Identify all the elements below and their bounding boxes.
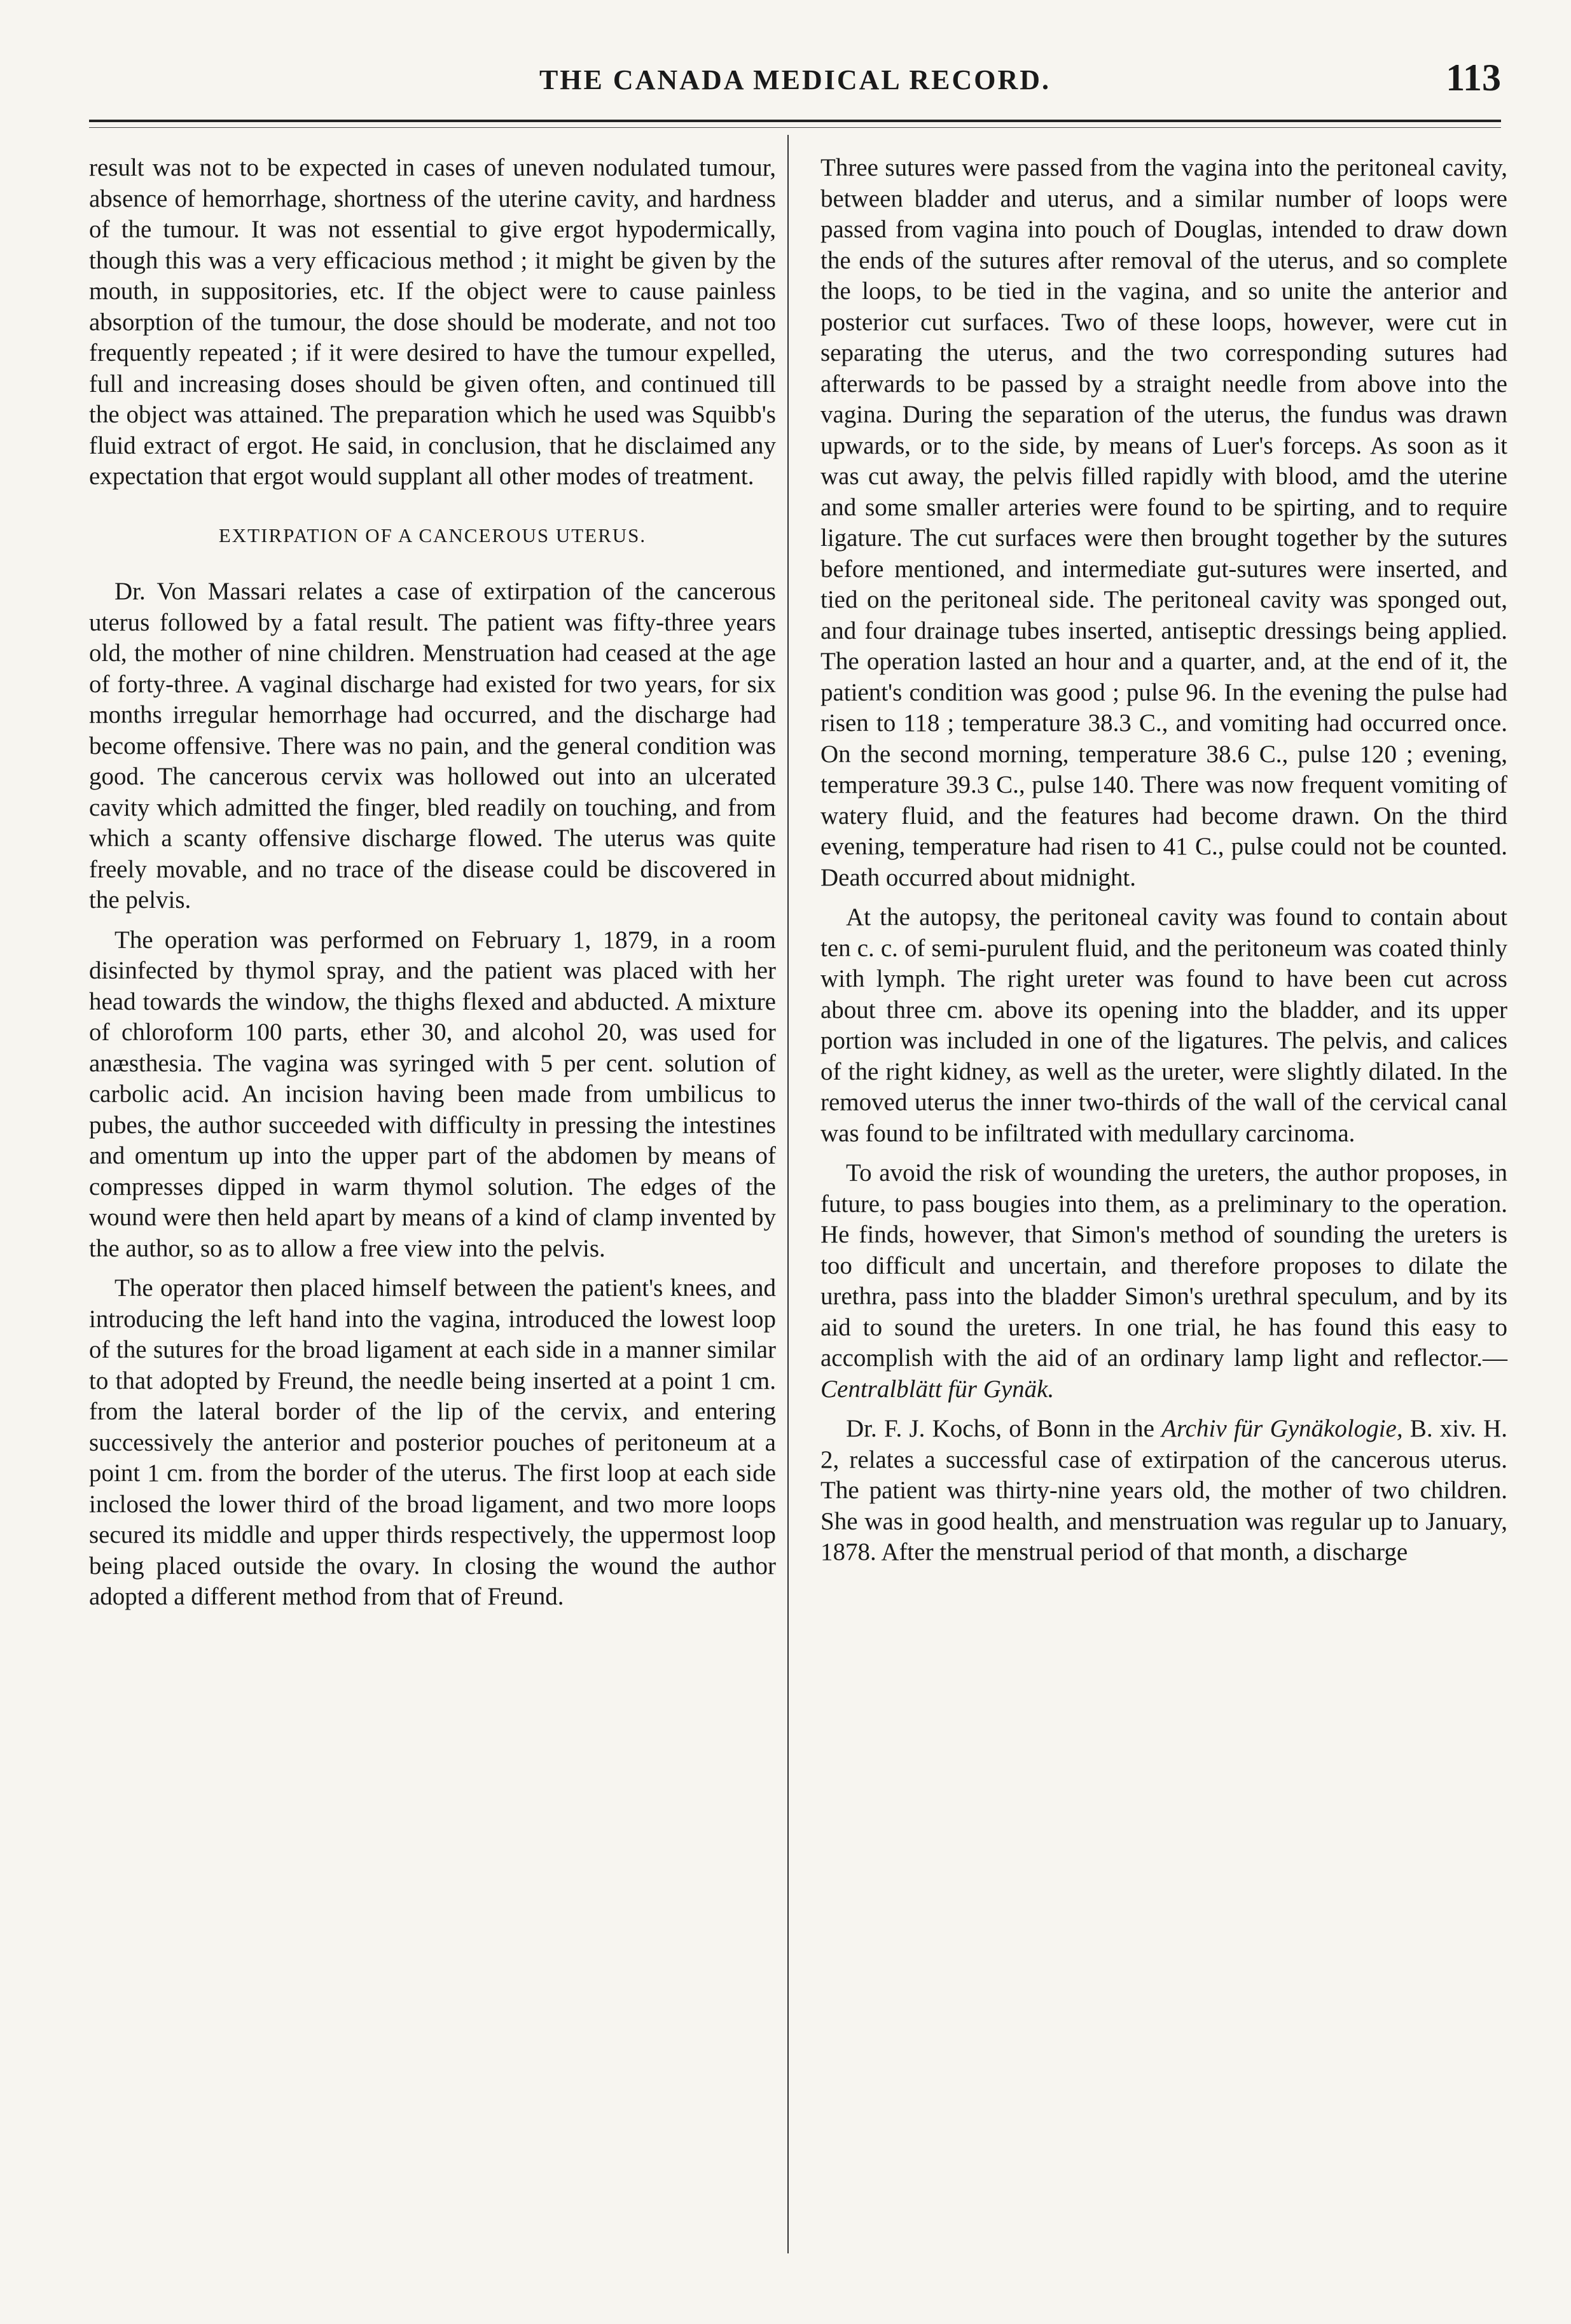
paragraph-autopsy: At the autopsy, the peritoneal cavity was found to contain about ten c. c. of semi-purulent fluid, and the peritoneum was coated thinly with lymph. The right ureter was found to have been cut across about three cm. above its opening into the bladder, and its upper portion was included in one of the ligatures. The pelvis, and calices of the right kidney, as well as the ureter, were slightly dilated. In the removed uterus the inner two-thirds of the wall of the cervical canal was found to be infiltrated with medullary carcinoma.: [820, 903, 1507, 1147]
paragraph-kochs: [820, 1414, 1507, 1568]
running-header: [89, 51, 1501, 108]
paragraph-ergot-conclusion: result was not to be expected in cases of uneven nodulated tumour, absence of hemorrhage, shortness of the uterine cavity, and hardness of the tumour. It was not essential to give ergot hypodermically, though this was a very efficacious method ; it might be given by the mouth, in suppositories, etc. If the object were to cause painless absorption of the tumour, the dose should be moderate, and not too frequently repeated ; if it were desired to have the tumour expelled, full and increasing doses should be given often, and continued till the object was attained. The preparation which he used was Squibb's fluid extract of ergot. He said, in conclusion, that he disclaimed any expectation that ergot would supplant all other modes of treatment.: [89, 154, 776, 490]
journal-title: THE CANADA MEDICAL RECORD.: [539, 64, 1051, 95]
paragraph-sutures: Three sutures were passed from the vagina into the peritoneal cavity, between bladder and uterus, and a similar number of loops were passed from vagina into pouch of Douglas, intended to draw down the ends of the sutures after removal of the uterus, and so complete the loops, to be tied in the vagina, and so unite the anterior and posterior cut surfaces. Two of these loops, however, were cut in separating the uterus, and the two corresponding sutures had afterwards to be passed by a straight needle from above into the vagina. During the separation of the uterus, the fundus was drawn upwards, or to the side, by means of Luer's forceps. As soon as it was cut away, the pelvis filled rapidly with blood, amd the uterine and some smaller arteries were found to be spirting, and to require ligature. The cut surfaces were then brought together by the sutures before mentioned, and intermediate gut-sutures were inserted, and tied on the peritoneal side. The peritoneal cavity was sponged out, and four drainage tubes inserted, antiseptic dressings being applied. The operation lasted an hour and a quarter, and, at the end of it, the patient's condition was good ; pulse 96. In the evening the pulse had risen to 118 ; temperature 38.3 C., and vomiting had occurred once. On the second morning, temperature 38.6 C., pulse 120 ; evening, temperature 39.3 C., pulse 140. There was now frequent vomiting of watery fluid, and the features had become drawn. On the third evening, temperature had risen to 41 C., pulse could not be counted. Death occurred about midnight.: [820, 154, 1507, 891]
header-rule: [89, 120, 1501, 122]
kochs-text-rest: B. xiv. H. 2, relates a successful case of extirpation of the cancerous uterus. The patient was thirty-nine years old, the mother of two children. She was in good health, and menstruation was regular up to January, 1878. After the menstrual period of that month, a discharge: [820, 1415, 1507, 1566]
column-divider: [787, 135, 789, 2253]
kochs-text-start: Dr. F. J. Kochs, of Bonn in the: [846, 1415, 1162, 1442]
citation: Centralblätt für Gynäk.: [820, 1375, 1055, 1403]
left-column: [89, 153, 776, 1622]
header-rule-thin: [89, 127, 1501, 128]
paragraph-operator-loops: The operator then placed himself between the patient's knees, and introducing the left hand into the vagina, introduced the lowest loop of the sutures for the broad ligament at each side in a manner similar to that adopted by Freund, the needle being inserted at a point 1 cm. from the lateral border of the lip of the cervix, and entering successively the anterior and posterior pouches of peritoneum at a point 1 cm. from the border of the uterus. The first loop at each side inclosed the lower third of the broad ligament, and two more loops secured its middle and upper thirds respectively, the uppermost loop being placed outside the ovary. In closing the wound the author adopted a different method from that of Freund.: [89, 1274, 776, 1610]
ureters-text: To avoid the risk of wounding the ureters, the author proposes, in future, to pass bougies into them, as a preliminary to the operation. He finds, however, that Simon's method of sounding the ureters is too difficult and uncertain, and therefore proposes to dilate the urethra, pass into the bladder Simon's urethral speculum, and by its aid to sound the ureters. In one trial, he has found this easy to accomplish with the aid of an ordinary lamp light and reflector.—: [820, 1159, 1507, 1372]
journal-reference: Archiv für Gynäkologie,: [1161, 1415, 1403, 1442]
paragraph-operation: The operation was performed on February 1, 1879, in a room disinfected by thymol spray, and the patient was placed with her head towards the window, the thighs flexed and abducted. A mixture of chloroform 100 parts, ether 30, and alcohol 20, was used for anæsthesia. The vagina was syringed with 5 per cent. solution of carbolic acid. An incision having been made from umbilicus to pubes, the author succeeded with difficulty in pressing the intestines and omentum up into the upper part of the abdomen by means of compresses dipped in warm thymol solution. The edges of the wound were then held apart by means of a kind of clamp invented by the author, so as to allow a free view into the pelvis.: [89, 926, 776, 1262]
right-column: [820, 153, 1507, 1577]
section-heading: EXTIRPATION OF A CANCEROUS UTERUS.: [218, 524, 647, 546]
page-number: 113: [1446, 57, 1501, 99]
paragraph-ureters: [820, 1158, 1507, 1405]
paragraph-case-history: Dr. Von Massari relates a case of extirpation of the cancerous uterus followed by a fatal result. The patient was fifty-three years old, the mother of nine children. Menstruation had ceased at the age of forty-three. A vaginal discharge had existed for two years, for six months irregular hemorrhage had occurred, and the discharge had become offensive. There was no pain, and the general condition was good. The cancerous cervix was hollowed out into an ulcerated cavity which admitted the finger, bled readily on touching, and from which a scanty offensive discharge flowed. The uterus was quite freely movable, and no trace of the disease could be discovered in the pelvis.: [89, 578, 776, 914]
